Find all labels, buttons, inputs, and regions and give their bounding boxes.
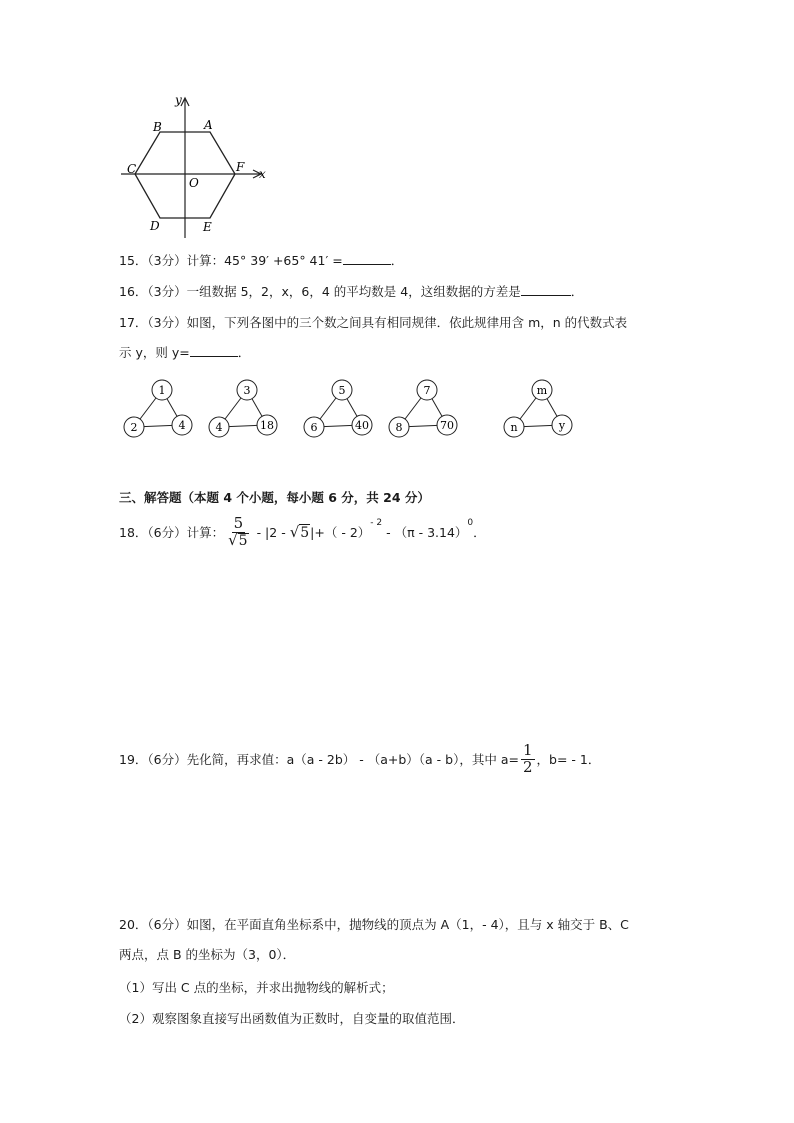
question-15 — [119, 251, 403, 269]
vertex-e-label: E — [203, 220, 212, 234]
triangle-figure — [304, 380, 372, 437]
question-19 — [119, 743, 600, 776]
node-value-right: 4 — [178, 419, 186, 432]
vertex-a-label: A — [204, 118, 213, 132]
sqrt-radicand: 5 — [238, 532, 248, 549]
question-18 — [119, 516, 486, 549]
fraction-numerator: 1 — [522, 741, 533, 759]
sqrt-radicand: 5 — [300, 525, 310, 542]
exponent-2: 0 — [467, 518, 474, 528]
vertex-b-label: B — [153, 120, 162, 134]
node-value-left: 2 — [130, 421, 138, 434]
question-17-line-2 — [119, 343, 250, 361]
triangle-figure — [389, 380, 457, 437]
question-17-end: ． — [237, 345, 251, 360]
expr-mid: - |2 - — [252, 524, 290, 540]
hexagon-figure — [115, 92, 275, 242]
question-16 — [119, 282, 583, 300]
node-value-right: y — [558, 419, 566, 432]
sqrt-expression — [290, 523, 310, 541]
vertex-d-label: D — [150, 219, 160, 233]
question-17-text: 示 y，则 y= — [119, 345, 190, 360]
fraction-numerator: 5 — [233, 514, 244, 532]
fraction-denominator — [226, 530, 250, 549]
question-18-text: 18．（6分）计算： — [119, 525, 225, 541]
triangle-figure — [209, 380, 277, 437]
fraction-denominator: 2 — [522, 757, 533, 776]
question-16-end: ． — [570, 284, 584, 299]
triangle-figure — [504, 380, 572, 437]
vertex-c-label: C — [127, 162, 137, 176]
y-axis-label: y — [175, 93, 182, 107]
section-3-title: 三、解答题（本题 4 个小题，每小题 6 分，共 24 分） — [119, 490, 430, 505]
question-16-text: 16．（3分）一组数据 5，2，x，6，4 的平均数是 4，这组数据的方差是 — [119, 284, 521, 299]
expr-after-sqrt: |+（ - 2） — [310, 525, 371, 541]
exponent-1: - 2 — [370, 518, 383, 528]
node-value-right: 40 — [355, 419, 369, 432]
expr-tail: - （π - 3.14） — [382, 525, 468, 541]
node-value-top: m — [536, 384, 548, 397]
question-20-line-2: 两点，点 B 的坐标为（3，0）． — [119, 947, 296, 962]
node-value-left: 4 — [215, 421, 223, 434]
fraction — [226, 516, 250, 549]
sqrt-icon: √ — [228, 530, 238, 549]
question-20-line-1: 20．（6分）如图，在平面直角坐标系中，抛物线的顶点为 A（1，- 4），且与 x 轴交于 B、C — [119, 917, 629, 932]
question-15-end: ． — [390, 253, 404, 268]
question-19-end: ，b= - 1． — [536, 752, 601, 768]
node-value-top: 5 — [338, 384, 346, 397]
triangle-pattern-figures — [118, 374, 598, 444]
question-19-text: 19．（6分）先化简，再求值：a（a - 2b） - （a+b）（a - b），其中 a= — [119, 752, 519, 768]
vertex-f-label: F — [236, 160, 245, 174]
node-value-left: 6 — [310, 421, 318, 434]
node-value-right: 70 — [440, 419, 454, 432]
question-20-sub-1: （1）写出 C 点的坐标，并求出抛物线的解析式； — [119, 980, 394, 995]
question-15-text: 15．（3分）计算：45° 39′ +65° 41′ = — [119, 253, 343, 268]
triangle-figure — [124, 380, 192, 437]
node-value-left: 8 — [395, 421, 403, 434]
sqrt-icon: √ — [289, 523, 300, 542]
node-value-top: 3 — [243, 384, 251, 397]
answer-blank — [343, 264, 391, 265]
node-value-top: 7 — [423, 384, 431, 397]
answer-blank — [521, 295, 571, 296]
question-17-line-1: 17．（3分）如图，下列各图中的三个数之间具有相同规律．依此规律用含 m，n 的代数式表 — [119, 315, 628, 330]
answer-blank — [190, 356, 238, 357]
node-value-right: 18 — [260, 419, 274, 432]
node-value-left: n — [510, 421, 518, 434]
fraction — [521, 743, 535, 776]
question-18-end: ． — [473, 525, 486, 541]
origin-label: O — [189, 176, 199, 190]
x-axis-label: x — [259, 167, 266, 181]
node-value-top: 1 — [158, 384, 166, 397]
question-20-sub-2: （2）观察图象直接写出函数值为正数时，自变量的取值范围． — [119, 1011, 465, 1026]
